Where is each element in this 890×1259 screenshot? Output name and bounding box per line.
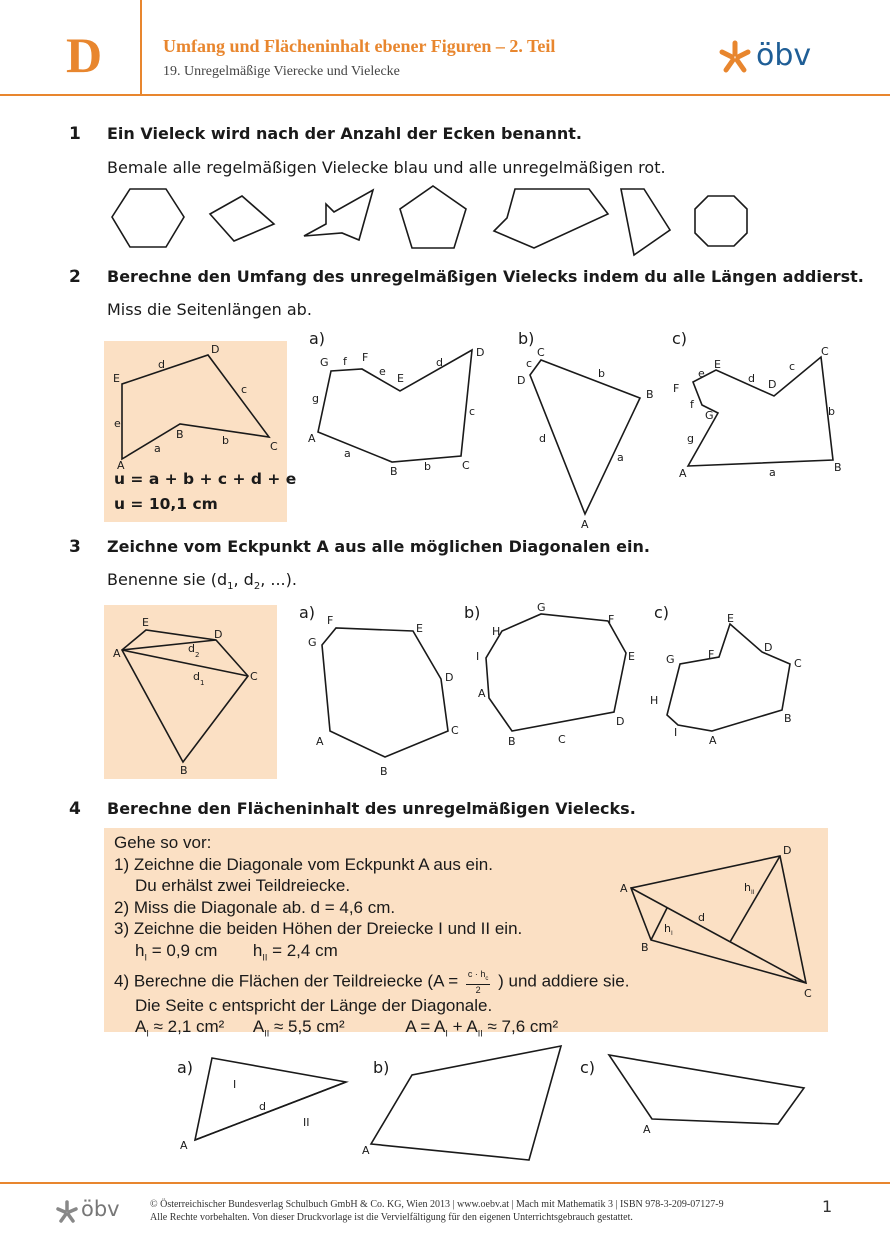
svg-text:I: I [674,726,678,739]
svg-text:A: A [709,734,717,747]
svg-text:B: B [646,388,654,401]
svg-text:1: 1 [200,679,205,687]
svg-text:d: d [193,670,200,683]
irregular-hexagon-shape[interactable] [494,189,608,248]
hexagon-shape[interactable] [112,189,184,247]
svg-text:F: F [608,613,615,626]
svg-text:C: C [794,657,802,670]
subtask-label: a) [177,1058,194,1077]
svg-text:H: H [492,625,501,638]
polygon-4b[interactable] [371,1046,561,1160]
svg-text:A: A [620,882,628,895]
footer-logo-text: öbv [81,1197,120,1221]
svg-text:A: A [113,647,121,660]
svg-text:D: D [768,378,777,391]
step-1b: Du erhälst zwei Teildreiecke. [135,876,351,896]
step-4b: Die Seite c entspricht der Länge der Diagonale. [135,995,493,1015]
svg-text:E: E [142,616,149,629]
svg-text:D: D [214,628,223,641]
svg-text:d: d [698,911,705,924]
subtask-label: a) [309,329,326,348]
svg-text:C: C [451,724,459,737]
task-title: Ein Vieleck wird nach der Anzahl der Ecken benannt. [107,124,582,143]
svg-text:II: II [303,1116,310,1129]
footer-rule [0,1182,890,1184]
svg-text:a: a [769,466,776,479]
svg-text:b: b [424,460,431,473]
area-fraction: $\frac{c \cdot h_c}{2}$ [467,968,489,995]
task-title: Berechne den Umfang des unregelmäßigen Vielecks indem du alle Längen addierst. [107,267,864,286]
svg-text:G: G [666,653,675,666]
svg-text:d: d [259,1100,266,1113]
subtask-label: c) [672,329,688,348]
irregular-quad-shape[interactable] [210,196,274,241]
svg-text:C: C [537,346,545,359]
task-number: 3 [69,537,81,557]
svg-text:B: B [380,765,388,778]
svg-text:c: c [469,405,476,418]
svg-text:D: D [445,671,454,684]
svg-text:d: d [188,642,195,655]
svg-text:D: D [783,844,792,857]
polygon-2a[interactable] [318,350,472,462]
svg-text:b: b [828,405,835,418]
area-results: $A_I \approx 2,1$ cm² $A_{II} \approx 5,5$ cm² $A = A_I + A_{II} \approx 7,6$ cm² [135,1017,559,1039]
rights-line: Alle Rechte vorbehalten. Von dieser Druckvorlage ist die Vervielfältigung für den eigenen Unterrichtsgebrauch gestattet. [150,1212,633,1223]
svg-text:F: F [673,382,680,395]
svg-text:F: F [327,614,334,627]
task-number: 2 [69,267,81,287]
svg-text:A: A [308,432,316,445]
svg-text:D: D [517,374,526,387]
vertex-label: A [117,459,125,472]
svg-text:A: A [581,518,589,531]
subtask-label: c) [580,1058,596,1077]
svg-text:F: F [708,648,715,661]
svg-text:D: D [616,715,625,728]
svg-text:A: A [679,467,687,480]
irregular-quad-shape[interactable] [621,189,670,255]
svg-text:A: A [362,1144,370,1157]
copyright-line: © Österreichischer Bundesverlag Schulbuch GmbH & Co. KG, Wien 2013 | www.oebv.at | Mach mit Mathematik 3 | ISBN 978-3-209-07127-9 [150,1199,724,1210]
svg-text:C: C [462,459,470,472]
svg-text:c: c [526,357,533,370]
svg-text:f: f [690,398,694,411]
svg-text:A: A [180,1139,188,1152]
svg-text:I: I [476,650,480,663]
polygon-3b[interactable] [486,614,626,731]
svg-text:d: d [539,432,546,445]
svg-text:h: h [664,922,671,935]
svg-text:D: D [764,641,773,654]
subtask-label: b) [518,329,535,348]
svg-text:I: I [233,1078,237,1091]
irregular-star-shape[interactable] [304,190,373,240]
svg-text:H: H [650,694,659,707]
step-intro: Gehe so vor: [114,833,212,852]
svg-text:G: G [705,409,714,422]
svg-text:2: 2 [195,651,200,659]
svg-text:E: E [727,612,734,625]
svg-text:B: B [390,465,398,478]
svg-text:a: a [617,451,624,464]
svg-text:F: F [362,351,369,364]
vertex-label: C [270,440,278,453]
side-label: a [154,442,161,455]
subtask-label: c) [654,603,670,622]
svg-text:D: D [476,346,485,359]
vertex-label: B [176,428,184,441]
polygon-4c[interactable] [609,1055,804,1124]
svg-text:c: c [789,360,796,373]
polygon-4a[interactable] [195,1058,346,1140]
svg-text:e: e [698,367,705,380]
page-subtitle: 19. Unregelmäßige Vierecke und Vielecke [163,64,400,79]
svg-text:b: b [598,367,605,380]
side-label: b [222,434,229,447]
subtask-label: b) [464,603,481,622]
svg-text:G: G [308,636,317,649]
svg-text:C: C [558,733,566,746]
svg-text:a: a [344,447,351,460]
svg-text:e: e [379,365,386,378]
svg-text:A: A [643,1123,651,1136]
svg-text:g: g [312,392,319,405]
svg-text:E: E [628,650,635,663]
task-instruction: Miss die Seitenlängen ab. [107,300,312,319]
svg-text:C: C [804,987,812,1000]
side-label: c [241,383,248,396]
svg-text:G: G [320,356,329,369]
svg-text:C: C [250,670,258,683]
diagonal-d [195,1082,346,1140]
svg-text:II: II [751,889,755,896]
subtask-label: b) [373,1058,390,1077]
task-number: 1 [69,124,81,144]
vertex-label: E [113,372,120,385]
svg-text:B: B [641,941,649,954]
step-4: 4) Berechne die Flächen der Teildreiecke (A = $\frac{c \cdot h_c}{2}$ ) und addiere sie. [114,968,630,995]
svg-text:E: E [397,372,404,385]
svg-text:d: d [436,356,443,369]
svg-text:A: A [316,735,324,748]
polygon-3a[interactable] [322,628,448,757]
task-instruction: Bemale alle regelmäßigen Vielecke blau und alle unregelmäßigen rot. [107,158,666,177]
steps-list [114,832,630,1045]
page-title: Umfang und Flächeninhalt ebener Figuren – 2. Teil [163,36,556,56]
page-number: 1 [822,1197,833,1216]
subtask-label: a) [299,603,316,622]
task-number: 4 [69,799,81,819]
chapter-letter: D [66,27,103,83]
octagon-shape[interactable] [695,196,747,246]
side-label: e [114,417,121,430]
oebv-star-icon [55,1200,79,1224]
svg-text:h: h [744,881,751,894]
logo-text: öbv [756,38,812,73]
svg-text:C: C [821,345,829,358]
svg-text:E: E [416,622,423,635]
svg-text:G: G [537,601,546,614]
svg-text:B: B [784,712,792,725]
side-label: d [158,358,165,371]
svg-text:E: E [714,358,721,371]
heights-values: $h_I = 0,9$ cm $h_{II} = 2,4$ cm [135,940,338,963]
vertex-label: D [211,343,220,356]
svg-text:B: B [180,764,188,777]
step-1: 1) Zeichne die Diagonale vom Eckpunkt A aus ein. [114,854,493,874]
svg-text:g: g [687,432,694,445]
task-instruction: Benenne sie ($d_1$, $d_2$, ...). [107,570,297,593]
polygon-2b[interactable] [530,360,640,514]
svg-text:B: B [508,735,516,748]
svg-text:f: f [343,355,347,368]
step-3: 3) Zeichne die beiden Höhen der Dreiecke I und II ein. [114,919,523,939]
task-title: Berechne den Flächeninhalt des unregelmäßigen Vielecks. [107,799,636,818]
example-result: u = 10,1 cm [114,495,218,513]
footer-logo [55,1200,79,1228]
svg-text:I: I [671,930,673,937]
task-title: Zeichne vom Eckpunkt A aus alle möglichen Diagonalen ein. [107,537,650,556]
step-2: 2) Miss die Diagonale ab. d = 4,6 cm. [114,897,396,917]
example-formula: u = a + b + c + d + e [114,470,297,488]
svg-text:A: A [478,687,486,700]
svg-text:d: d [748,372,755,385]
pentagon-shape[interactable] [400,186,466,248]
svg-text:B: B [834,461,842,474]
